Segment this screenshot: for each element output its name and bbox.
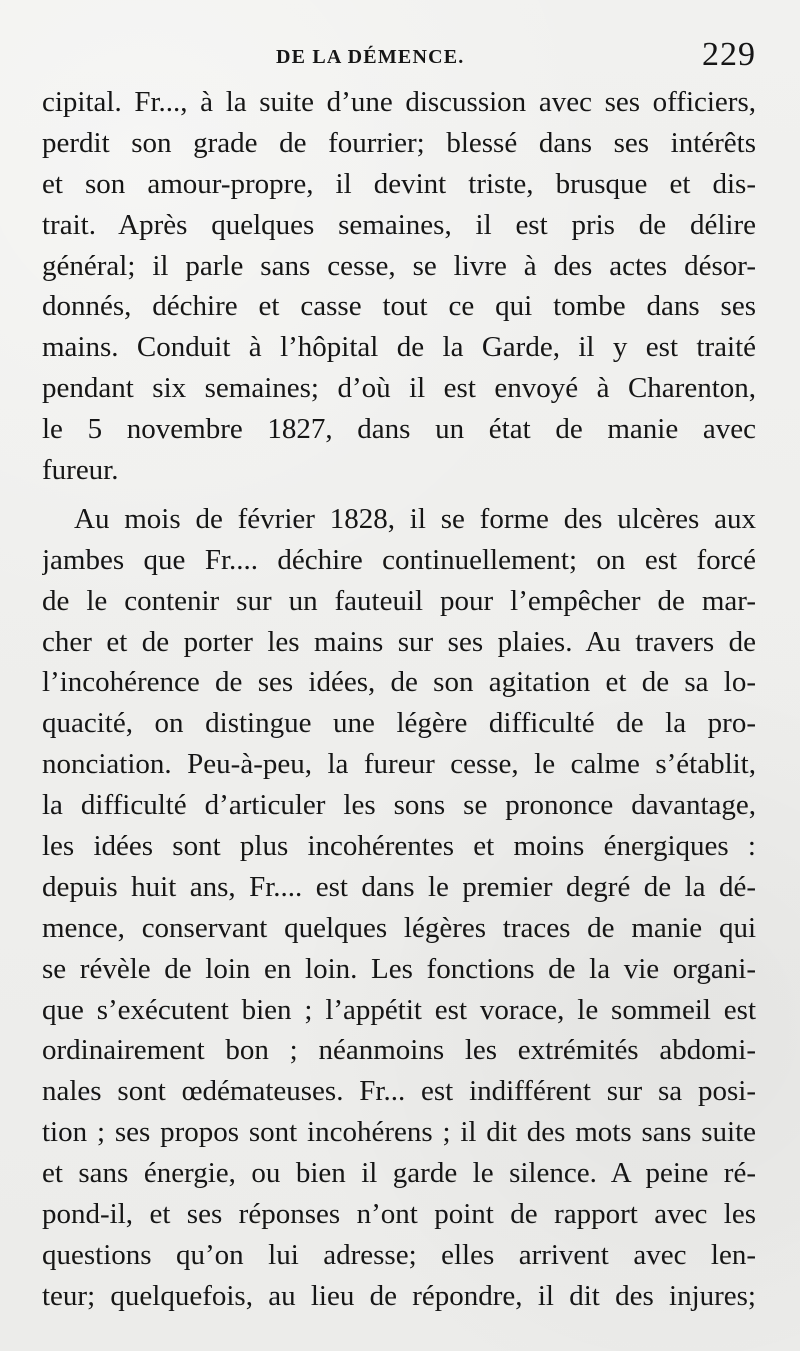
text-line: questions qu’on lui adresse; elles arrivent avec len- (42, 1238, 756, 1271)
text-line: jambes que Fr.... déchire continuellement; on est forcé (42, 543, 756, 576)
text-line: teur; quelquefois, au lieu de répondre, il dit des injures; (42, 1279, 756, 1312)
text-line: quacité, on distingue une légère difficulté de la pro- (42, 707, 756, 740)
paragraph-spacer (42, 491, 756, 499)
text-line: cipital. Fr..., à la suite d’une discussion avec ses officiers, (42, 86, 756, 118)
text-line: mains. Conduit à l’hôpital de la Garde, il y est traité (42, 331, 756, 364)
text-line: perdit son grade de fourrier; blessé dans ses intérêts (42, 126, 756, 159)
text-line: nales sont œdémateuses. Fr... est indifférent sur sa posi- (42, 1075, 756, 1108)
text-line: et son amour-propre, il devint triste, brusque et dis- (42, 167, 756, 200)
running-title: DE LA DÉMENCE. (276, 46, 465, 68)
body-text (42, 82, 756, 1317)
text-line: Au mois de février 1828, il se forme des ulcères aux (74, 502, 756, 535)
text-line: la difficulté d’articuler les sons se prononce davantage, (42, 789, 756, 822)
text-line: général; il parle sans cesse, se livre à des actes désor- (42, 249, 756, 282)
text-line: l’incohérence de ses idées, de son agitation et de sa lo- (42, 666, 756, 699)
text-line: de le contenir sur un fauteuil pour l’empêcher de mar- (42, 584, 756, 617)
text-line: nonciation. Peu-à-peu, la fureur cesse, le calme s’établit, (42, 748, 756, 781)
text-line: donnés, déchire et casse tout ce qui tombe dans ses (42, 290, 756, 323)
text-line: trait. Après quelques semaines, il est pris de délire (42, 208, 756, 241)
running-header (0, 38, 800, 80)
text-line: cher et de porter les mains sur ses plaies. Au travers de (42, 625, 756, 658)
text-line: se révèle de loin en loin. Les fonctions de la vie organi- (42, 952, 756, 985)
text-line: les idées sont plus incohérentes et moins énergiques : (42, 830, 756, 863)
text-line: que s’exécutent bien ; l’appétit est vorace, le sommeil est (42, 993, 756, 1026)
text-line: fureur. (42, 454, 119, 487)
text-line: depuis huit ans, Fr.... est dans le premier degré de la dé- (42, 870, 756, 903)
text-line: mence, conservant quelques légères traces de manie qui (42, 911, 756, 944)
text-line: tion ; ses propos sont incohérens ; il dit des mots sans suite (42, 1116, 756, 1149)
text-line: pond-il, et ses réponses n’ont point de rapport avec les (42, 1198, 756, 1231)
page-number: 229 (702, 36, 756, 73)
text-line: le 5 novembre 1827, dans un état de manie avec (42, 413, 756, 446)
text-line: ordinairement bon ; néanmoins les extrémités abdomi- (42, 1034, 756, 1067)
text-line: pendant six semaines; d’où il est envoyé à Charenton, (42, 372, 756, 405)
text-line: et sans énergie, ou bien il garde le silence. A peine ré- (42, 1157, 756, 1190)
